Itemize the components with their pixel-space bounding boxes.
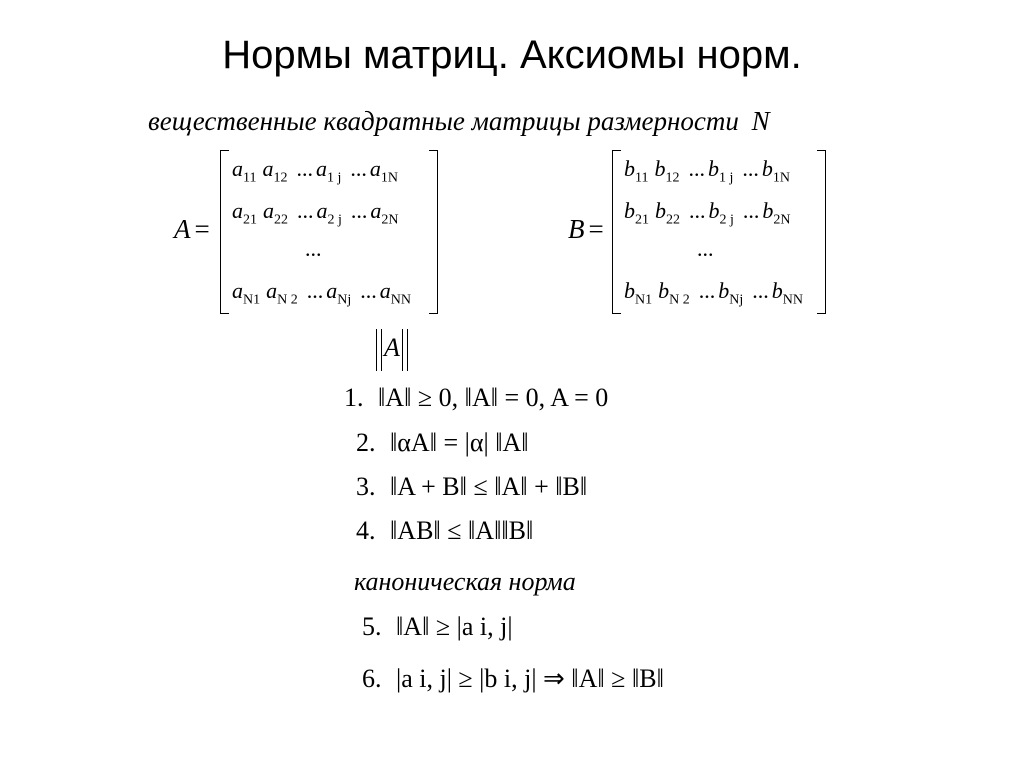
ellipsis: ...	[306, 278, 324, 303]
subtitle-text: вещественные квадратные матрицы размерности	[148, 106, 739, 136]
subtitle	[148, 106, 770, 137]
matrix-a-label	[174, 214, 210, 245]
matrix-a-row-2	[232, 198, 405, 228]
axiom-6	[362, 664, 664, 694]
matrix-entry: $b_{N1}$	[624, 278, 653, 308]
matrix-entry: $a_{1N}$	[369, 156, 398, 186]
matrix-entry: $b_{N 2}$	[658, 278, 690, 308]
subtitle-dimension: N	[751, 106, 770, 136]
matrix-a-row-1	[232, 156, 404, 186]
matrix-a-name: A	[174, 214, 191, 244]
ellipsis: ...	[360, 278, 377, 303]
canonical-norm-label: каноническая норма	[354, 567, 576, 596]
matrix-b-row-2	[624, 198, 797, 228]
ellipsis: ...	[350, 156, 367, 181]
matrix-a-eq: =	[194, 214, 210, 244]
axiom-3-text: ‖A + B‖ ≤ ‖A‖ + ‖B‖	[390, 472, 588, 501]
matrix-b-eq: =	[588, 214, 604, 244]
ellipsis: ...	[752, 278, 769, 303]
ellipsis: ...	[698, 278, 716, 303]
matrix-a-row-3	[302, 236, 325, 262]
axiom-2	[356, 428, 529, 458]
axiom-5-text: ‖A‖ ≥ |a i, j|	[396, 612, 513, 641]
norm-symbol	[374, 333, 410, 363]
axiom-4	[356, 516, 533, 546]
axiom-6-num: 6.	[362, 664, 382, 693]
matrix-b-right-bracket	[817, 150, 826, 314]
matrix-entry: $b_{11}$	[624, 156, 649, 186]
axiom-2-text: ‖αA‖ = |α| ‖A‖	[390, 428, 529, 457]
matrix-a-row-4	[232, 278, 417, 308]
matrix-entry: $b_{2 j}$	[708, 198, 734, 228]
axiom-4-num: 4.	[356, 516, 376, 545]
axiom-3	[356, 472, 587, 502]
matrix-b-left-bracket	[612, 150, 621, 314]
matrix-entry: $b_{22}$	[655, 198, 680, 228]
axiom-3-num: 3.	[356, 472, 376, 501]
matrix-entry: $a_{12}$	[262, 156, 288, 186]
matrix-entry: $a_{2 j}$	[316, 198, 342, 228]
ellipsis: ...	[305, 236, 322, 261]
ellipsis: ...	[350, 198, 368, 223]
axiom-2-num: 2.	[356, 428, 376, 457]
matrix-entry: $b_{1 j}$	[707, 156, 734, 186]
matrix-b-row-4	[624, 278, 809, 308]
axiom-1-text: ‖A‖ ≥ 0, ‖A‖ = 0, A = 0	[378, 383, 609, 412]
axiom-5	[362, 612, 513, 642]
matrix-entry: $a_{22}$	[263, 198, 288, 228]
matrix-entry: $a_{NN}$	[379, 278, 411, 308]
norm-a	[376, 333, 408, 363]
matrix-entry: $a_{21}$	[232, 198, 257, 228]
matrix-entry: $a_{N1}$	[232, 278, 261, 308]
axiom-1	[344, 383, 608, 413]
matrix-b-row-1	[624, 156, 796, 186]
ellipsis: ...	[742, 198, 760, 223]
matrix-entry: $b_{2N}$	[762, 198, 791, 228]
axiom-5-num: 5.	[362, 612, 382, 641]
matrix-a-right-bracket	[429, 150, 438, 314]
axiom-4-text: ‖AB‖ ≤ ‖A‖‖B‖	[390, 516, 534, 545]
matrix-a	[220, 150, 438, 314]
ellipsis: ...	[742, 156, 759, 181]
matrix-entry: $a_{N 2}$	[266, 278, 298, 308]
ellipsis: ...	[689, 198, 706, 223]
matrix-b	[612, 150, 826, 314]
page-title: Нормы матриц. Аксиомы норм.	[222, 33, 802, 77]
ellipsis: ...	[688, 156, 705, 181]
norm-a-symbol: A	[384, 333, 400, 362]
axiom-6-text: |a i, j| ≥ |b i, j| ⇒ ‖A‖ ≥ ‖B‖	[396, 664, 664, 693]
matrix-entry: $a_{2N}$	[370, 198, 399, 228]
ellipsis: ...	[296, 156, 313, 181]
matrix-b-name: B	[568, 214, 585, 244]
matrix-entry: $b_{12}$	[654, 156, 680, 186]
matrix-entry: $a_{Nj}$	[326, 278, 352, 308]
ellipsis: ...	[697, 236, 714, 261]
matrix-entry: $b_{21}$	[624, 198, 649, 228]
matrix-entry: $a_{1 j}$	[315, 156, 342, 186]
matrix-b-row-3	[694, 236, 717, 262]
matrix-b-label	[568, 214, 604, 245]
matrix-entry: $b_{NN}$	[771, 278, 803, 308]
axiom-1-num: 1.	[344, 383, 364, 412]
matrix-entry: $a_{11}$	[232, 156, 257, 186]
matrix-a-left-bracket	[220, 150, 229, 314]
ellipsis: ...	[297, 198, 314, 223]
matrix-entry: $b_{Nj}$	[718, 278, 744, 308]
matrix-entry: $b_{1N}$	[761, 156, 790, 186]
